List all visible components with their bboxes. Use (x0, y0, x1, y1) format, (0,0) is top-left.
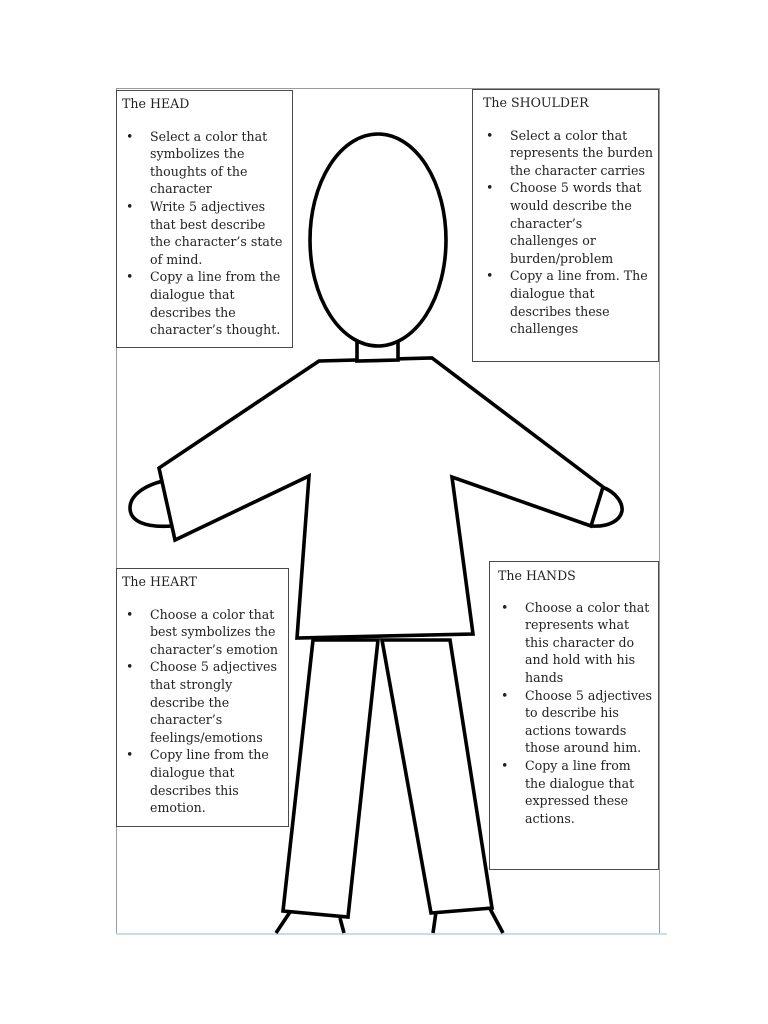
hands-prompt-list (498, 599, 655, 828)
right-leg-outline (382, 640, 492, 913)
list-item-text: Copy a line from. The dialogue that describes these challenges (510, 268, 648, 337)
shoulder-prompt-list (483, 127, 654, 338)
head-prompt-list (122, 128, 288, 339)
bullet-icon: • (501, 757, 509, 773)
list-item (484, 267, 654, 337)
list-item-text: Choose 5 adjectives that strongly describe the character’s feelings/emotions (150, 659, 277, 745)
list-item (124, 128, 288, 198)
head-box-title: The HEAD (122, 96, 190, 111)
bullet-icon: • (486, 180, 494, 196)
list-item-text: Choose a color that represents what this character do and hold with his hands (525, 599, 650, 685)
list-item (499, 687, 655, 757)
list-item (124, 268, 288, 338)
head-prompt-box (116, 90, 293, 348)
left-foot-outline (276, 912, 290, 933)
list-item-text: Copy a line from the dialogue that describes the character’s thought. (150, 269, 281, 338)
list-item-text: Select a color that represents the burden the character carries (510, 127, 654, 178)
head-outline (310, 134, 446, 346)
heart-box-title: The HEART (122, 574, 197, 589)
list-item (499, 599, 655, 687)
left-foot-bottom-outline (340, 918, 344, 933)
shoulder-box-title: The SHOULDER (483, 95, 589, 110)
bullet-icon: • (126, 128, 134, 144)
hands-box-title: The HANDS (498, 568, 576, 583)
list-item (484, 127, 654, 180)
list-item-text: Select a color that symbolizes the thoughts of the character (150, 128, 268, 197)
list-item-text: Choose 5 words that would describe the character’s challenges or burden/problem (510, 180, 642, 266)
list-item-text: Copy a line from the dialogue that expressed these actions. (525, 757, 635, 826)
hands-prompt-box (489, 561, 659, 870)
bullet-icon: • (486, 268, 494, 284)
bullet-icon: • (126, 606, 134, 622)
bullet-icon: • (486, 127, 494, 143)
right-foot-bottom-outline (433, 912, 436, 933)
list-item (124, 746, 284, 816)
list-item-text: Copy line from the dialogue that describes this emotion. (150, 747, 269, 816)
bullet-icon: • (126, 198, 134, 214)
bullet-icon: • (126, 747, 134, 763)
list-item-text: Write 5 adjectives that best describe the character’s state of mind. (150, 198, 283, 267)
list-item-text: Choose a color that best symbolizes the character’s emotion (150, 606, 279, 657)
bullet-icon: • (501, 599, 509, 615)
list-item (124, 606, 284, 659)
bullet-icon: • (501, 687, 509, 703)
list-item (484, 179, 654, 267)
shoulder-prompt-box (472, 89, 659, 362)
heart-prompt-list (122, 606, 284, 817)
heart-prompt-box (116, 568, 289, 827)
list-item-text: Choose 5 adjectives to describe his actions towards those around him. (525, 687, 652, 756)
bullet-icon: • (126, 659, 134, 675)
list-item (499, 757, 655, 827)
left-leg-outline (283, 640, 378, 917)
list-item (124, 658, 284, 746)
list-item (124, 198, 288, 268)
bullet-icon: • (126, 269, 134, 285)
